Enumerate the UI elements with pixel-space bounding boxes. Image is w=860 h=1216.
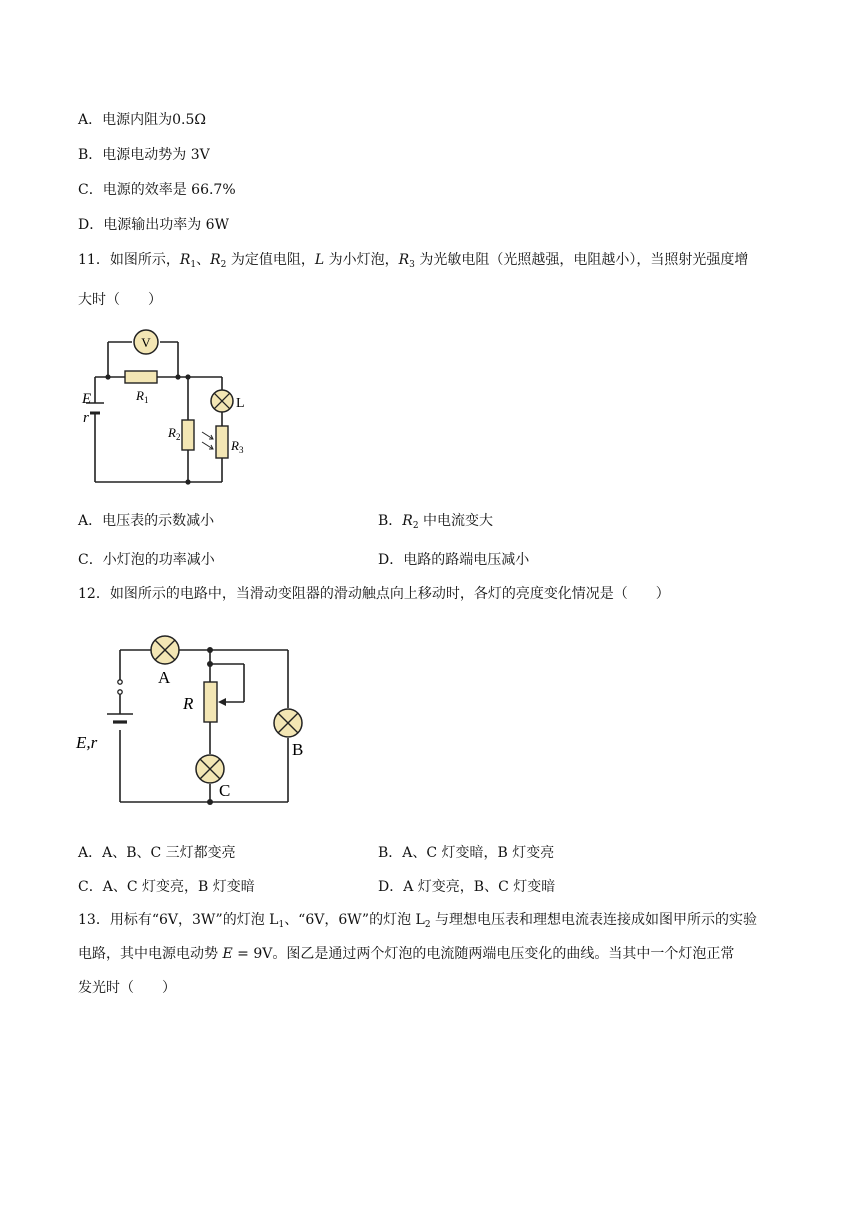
light-arrows-icon (202, 432, 213, 449)
lamp-c-label: C (219, 781, 231, 800)
resistor-r3 (216, 426, 228, 458)
rheostat-label: R (183, 694, 194, 713)
q12-option-a: A．A、B、C 三灯都变亮 (78, 845, 236, 861)
lamp-a-label: A (158, 668, 171, 687)
r3-label: $R_3$ (231, 438, 244, 455)
q11-stem-line2: 大时（ ） (78, 292, 162, 308)
emf-label: E,r (76, 733, 98, 752)
switch-icon (118, 680, 122, 684)
q12-circuit-diagram (74, 628, 324, 813)
r1-label: $R_1$ (136, 388, 149, 405)
rheostat-r (204, 682, 217, 722)
internal-resistance-label: r (83, 410, 89, 426)
q12-option-b: B．A、C 灯变暗，B 灯变亮 (378, 845, 555, 861)
q11-option-b: B．$R_2$ 中电流变大 (378, 513, 494, 531)
q12-option-d: D．A 灯变亮，B、C 灯变暗 (378, 879, 556, 895)
resistor-r2 (182, 420, 194, 450)
q10-option-d: D．电源输出功率为 6W (78, 217, 229, 233)
q11-option-c: C．小灯泡的功率减小 (78, 552, 215, 568)
q11-option-d: D．电路的路端电压减小 (378, 552, 530, 568)
q11-circuit-diagram (70, 320, 270, 495)
q11-stem-line1: 11．如图所示，$R_1$、$R_2$ 为定值电阻，L 为小灯泡，$R_3$ 为光敏电阻（光照越强，电阻越小），当照射光强度增 (78, 252, 749, 270)
q13-stem-line1: 13．用标有“6V，3W”的灯泡 $L_1$、“6V，6W”的灯泡 $L_2$ 与理想电压表和理想电流表连接成如图甲所示的实验 (78, 912, 758, 930)
q10-option-a: A．电源内阻为0.5Ω (78, 112, 206, 128)
q11-option-a: A．电压表的示数减小 (78, 513, 215, 529)
lamp-l-label: L (236, 396, 245, 411)
q12-stem: 12．如图所示的电路中，当滑动变阻器的滑动触点向上移动时，各灯的亮度变化情况是（ ） (78, 586, 670, 602)
slider-arrow-icon (218, 698, 226, 706)
q13-stem-line2: 电路，其中电源电动势 E = 9V。图乙是通过两个灯泡的电流随两端电压变化的曲线。当其中一个灯泡正常 (78, 946, 735, 962)
voltmeter-label: V (141, 335, 151, 350)
r2-label: $R_2$ (168, 425, 181, 442)
q12-option-c: C．A、C 灯变亮，B 灯变暗 (78, 879, 255, 895)
emf-label: E (82, 391, 92, 407)
q10-option-b: B．电源电动势为 3V (78, 147, 210, 163)
q13-stem-line3: 发光时（ ） (78, 980, 176, 996)
q10-option-c: C．电源的效率是 66.7% (78, 182, 236, 198)
lamp-b-label: B (292, 740, 304, 759)
resistor-r1 (125, 371, 157, 383)
